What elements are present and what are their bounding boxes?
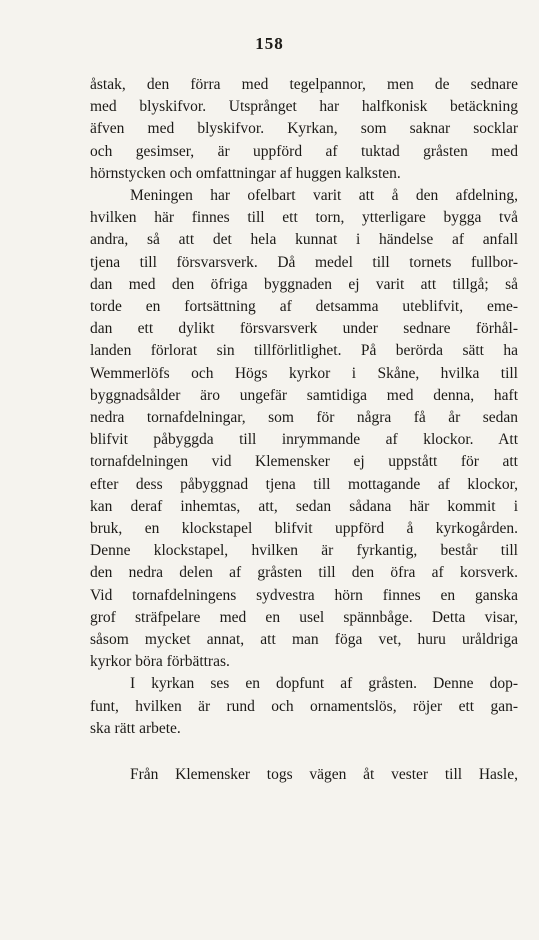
paragraph-gap	[90, 740, 518, 764]
text-line: äfven med blyskifvor. Kyrkan, som saknar socklar	[90, 120, 518, 138]
text-line: I kyrkan ses en dopfunt af gråsten. Denne dop-	[130, 675, 518, 693]
text-line: åstak, den förra med tegelpannor, men de sednare	[90, 76, 518, 93]
text-line: dan ett dylikt försvarsverk under sednare förhål-	[90, 320, 518, 338]
paragraph	[90, 673, 518, 740]
text-line: bruk, en klockstapel blifvit uppförd å kyrkogården.	[90, 520, 518, 538]
text-line: dan med den öfriga byggnaden ej varit att tillgå; så	[90, 275, 518, 293]
text-line: tornafdelningen vid Klemensker ej uppstått för att	[90, 453, 518, 471]
text-line: kan deraf inhemtas, att, sedan sådana här kommit i	[90, 497, 518, 515]
text-line: Från Klemensker togs vägen åt vester till Hasle,	[130, 766, 518, 784]
paragraph	[90, 764, 518, 786]
text-line: ska rätt arbete.	[90, 719, 181, 737]
text-line: och gesimser, är uppförd af tuktad gråsten med	[90, 142, 518, 160]
text-line: efter dess påbyggnad tjena till mottagande af klockor,	[90, 475, 518, 493]
text-line: andra, så att det hela kunnat i händelse af anfall	[90, 231, 518, 249]
text-line: torde en fortsättning af detsamma uteblifvit, eme-	[90, 298, 518, 316]
paragraph	[90, 74, 518, 185]
text-line: tjena till försvarsverk. Då medel till tornets fullbor-	[90, 253, 518, 271]
text-line: kyrkor böra förbättras.	[90, 653, 230, 671]
text-line: funt, hvilken är rund och ornamentslös, röjer ett gan-	[90, 697, 518, 715]
text-line: Vid tornafdelningens sydvestra hörn finnes en ganska	[90, 586, 518, 604]
text-line: hörnstycken och omfattningar af huggen kalksten.	[90, 164, 401, 182]
page-number: 158	[255, 34, 284, 53]
text-line: den nedra delen af gråsten till den öfra af korsverk.	[90, 564, 518, 582]
body-text	[90, 74, 518, 786]
text-line: Meningen har ofelbart varit att å den afdelning,	[130, 187, 518, 205]
text-line: såsom mycket annat, att man föga vet, huru uråldriga	[90, 631, 518, 649]
text-line: grof sträfpelare med en usel spännbåge. Detta visar,	[90, 608, 518, 626]
text-line: nedra tornafdelningar, som för några få år sedan	[90, 409, 518, 427]
text-line: blifvit påbyggda till inrymmande af klockor. Att	[90, 431, 518, 449]
paragraph	[90, 185, 518, 673]
text-line: Wemmerlöfs och Högs kyrkor i Skåne, hvilka till	[90, 364, 518, 382]
text-line: med blyskifvor. Utsprånget har halfkonisk betäckning	[90, 98, 518, 116]
text-line: byggnadsålder äro ungefär samtidiga med denna, haft	[90, 386, 518, 404]
text-line: Denne klockstapel, hvilken är fyrkantig, består till	[90, 542, 518, 560]
text-line: hvilken här finnes till ett torn, ytterligare bygga två	[90, 209, 518, 227]
text-line: landen förlorat sin tillförlitlighet. På berörda sätt ha	[90, 342, 518, 360]
